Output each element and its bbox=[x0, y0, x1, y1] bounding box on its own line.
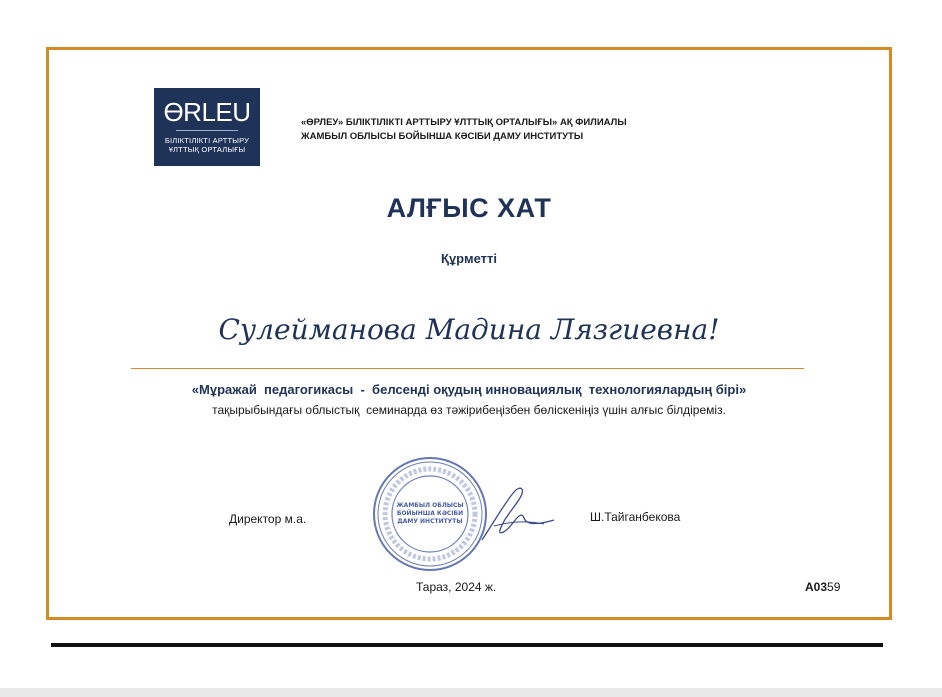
stamp-text-line1: ЖАМБЫЛ ОБЛЫСЫ bbox=[396, 502, 464, 509]
certificate-number bbox=[805, 580, 840, 594]
viewer-bottom-bar bbox=[0, 688, 942, 697]
recipient-name: Сулейманова Мадина Лязгиевна! bbox=[218, 313, 720, 346]
org-line2: ЖАМБЫЛ ОБЛЫСЫ БОЙЫНША КӘСІБИ ДАМУ ИНСТИТУТЫ bbox=[301, 131, 584, 142]
page-divider bbox=[51, 643, 883, 647]
orleu-logo bbox=[154, 88, 260, 166]
org-line1: «ӨРЛЕУ» БІЛІКТІЛІКТІ АРТТЫРУ ҰЛТТЫҚ ОРТАЛЫҒЫ» АҚ ФИЛИАЛЫ bbox=[301, 117, 627, 128]
stamp-text-line2: БОЙЫНША КӘСІБИ bbox=[396, 510, 464, 517]
logo-subtitle-line1: БІЛІКТІЛІКТІ АРТТЫРУ bbox=[164, 136, 250, 145]
official-stamp bbox=[371, 455, 489, 573]
thanks-text: тақырыбындағы облыстық семинарда өз тәжірибеңізбен бөліскеніңіз үшін алғыс білдіреміз. bbox=[212, 403, 726, 417]
stamp-text-line3: ДАМУ ИНСТИТУТЫ bbox=[397, 518, 463, 525]
seminar-theme: «Мұражай педагогикасы - белсенді оқудың инновациялық технологиялардың бірі» bbox=[191, 382, 747, 397]
certificate-frame bbox=[46, 47, 892, 620]
salutation: Құрметті bbox=[441, 251, 497, 266]
organization-name bbox=[301, 116, 627, 144]
cert-series: A03 bbox=[805, 580, 828, 594]
director-label: Директор м.а. bbox=[229, 512, 307, 526]
name-underline bbox=[131, 368, 804, 369]
logo-wordmark: ƟRLEU bbox=[163, 97, 251, 127]
certificate-title: АЛҒЫС ХАТ bbox=[386, 193, 552, 223]
signature bbox=[474, 482, 559, 547]
logo-subtitle-line2: ҰЛТТЫҚ ОРТАЛЫҒЫ bbox=[168, 145, 246, 154]
logo-divider bbox=[176, 130, 238, 131]
signer-name: Ш.Тайганбекова bbox=[590, 510, 681, 524]
cert-digits: 59 bbox=[827, 580, 841, 594]
city-year: Тараз, 2024 ж. bbox=[416, 580, 497, 594]
